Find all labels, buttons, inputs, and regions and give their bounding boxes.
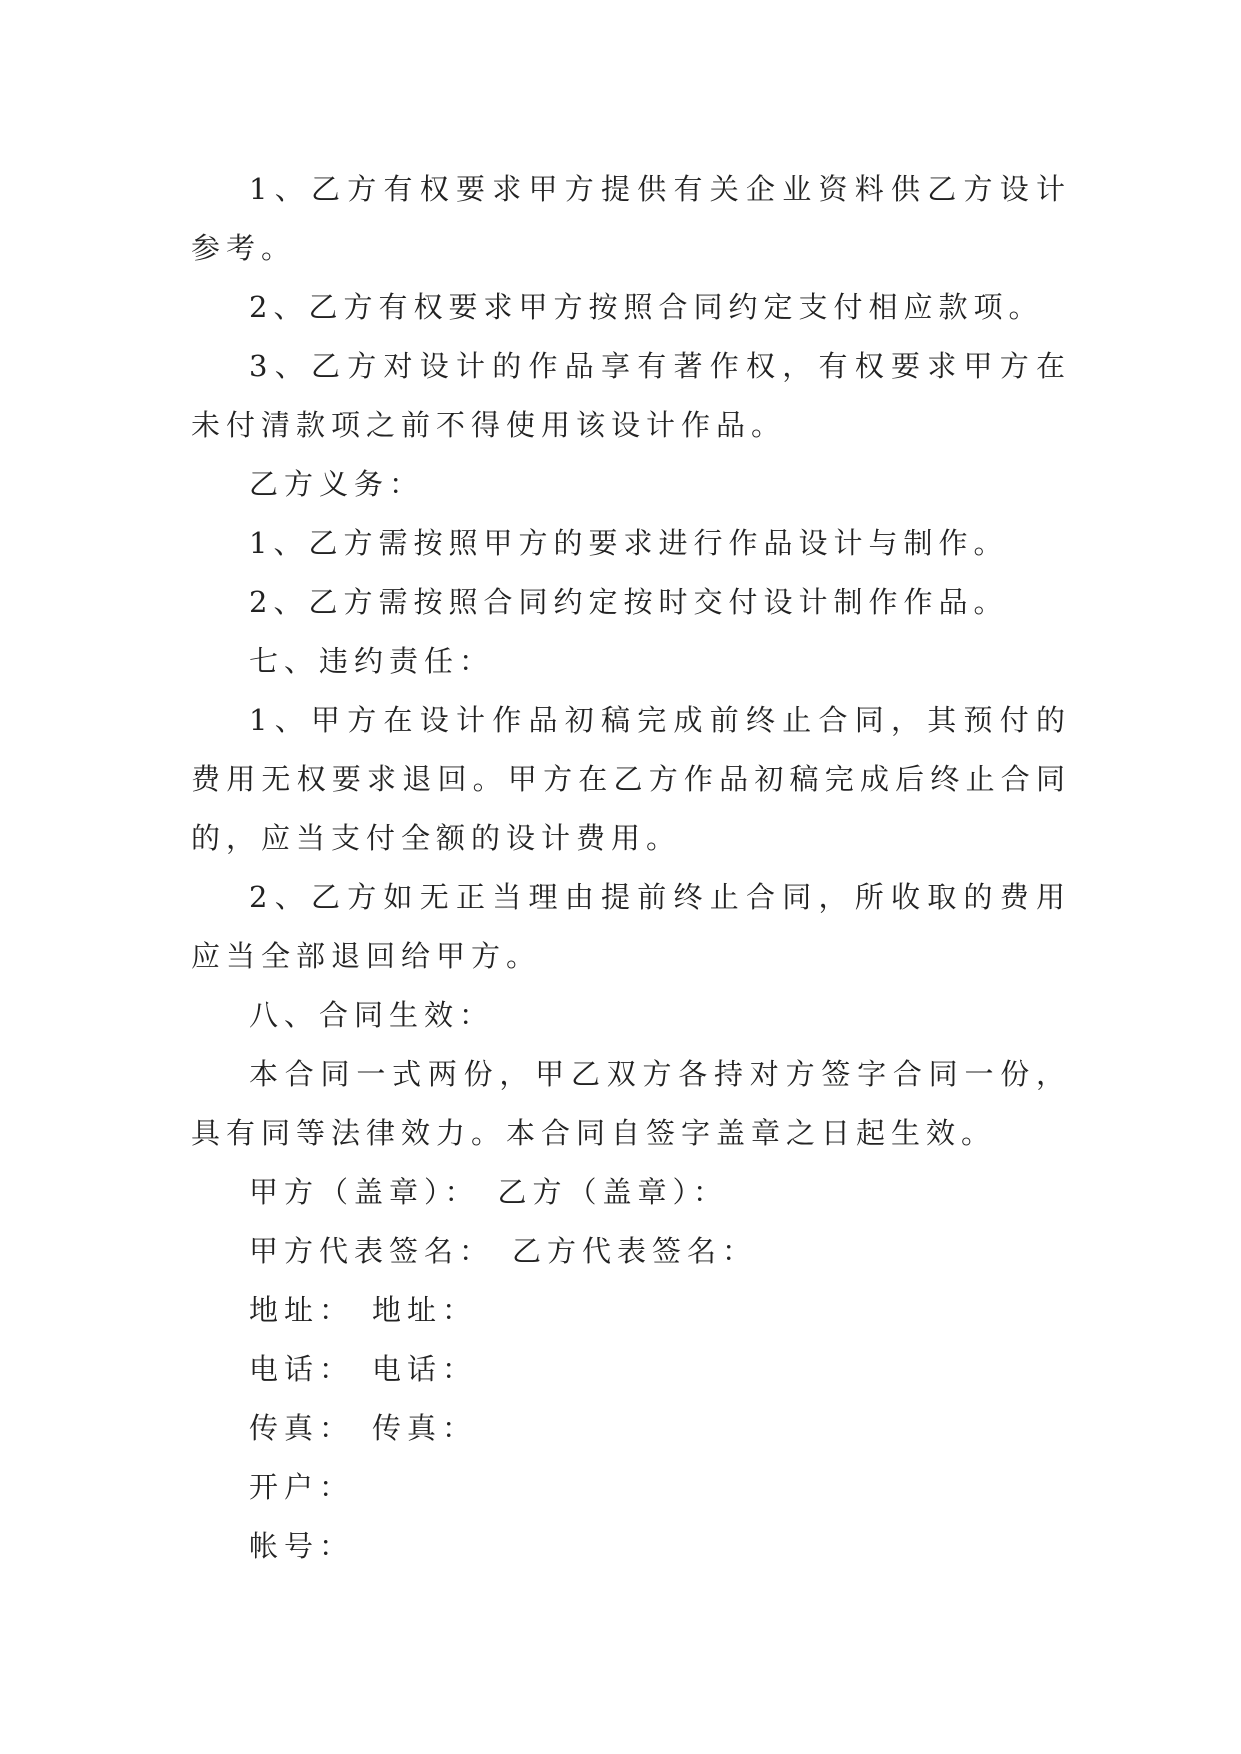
party-b-fax-label: 传真： xyxy=(372,1411,478,1445)
heading-b-obligations: 乙方义务： xyxy=(249,467,425,501)
paragraph-breach-1: 1、甲方在设计作品初稿完成前终止合同，其预付的费用无权要求退回。甲方在乙方作品初稿完成后终止合同的，应当支付全额的设计费用。 xyxy=(191,703,1071,855)
party-a-address-label: 地址： xyxy=(249,1293,355,1327)
party-b-address-label: 地址： xyxy=(372,1293,478,1327)
heading-effectiveness: 八、合同生效： xyxy=(249,998,495,1032)
signature-bank-line xyxy=(191,1458,1071,1517)
paragraph-effectiveness: 本合同一式两份，甲乙双方各持对方签字合同一份，具有同等法律效力。本合同自签字盖章之日起生效。 xyxy=(191,1057,1071,1150)
party-a-seal-label: 甲方（盖章）： xyxy=(249,1175,480,1209)
party-b-rep-label: 乙方代表签名： xyxy=(512,1234,758,1268)
account-label: 帐号： xyxy=(249,1529,355,1563)
signature-address-line xyxy=(191,1281,1071,1340)
signature-rep-line xyxy=(191,1222,1071,1281)
signature-fax-line xyxy=(191,1399,1071,1458)
paragraph-b-obligation-1: 1、乙方需按照甲方的要求进行作品设计与制作。 xyxy=(249,526,1009,560)
bank-label: 开户： xyxy=(249,1470,355,1504)
heading-breach-liability: 七、违约责任： xyxy=(249,644,495,678)
contract-body xyxy=(191,160,1071,1576)
paragraph-b-right-2: 2、乙方有权要求甲方按照合同约定支付相应款项。 xyxy=(249,290,1044,324)
party-b-seal-label: 乙方（盖章）： xyxy=(497,1175,729,1209)
party-a-phone-label: 电话： xyxy=(249,1352,355,1386)
signature-seal-line xyxy=(191,1163,1071,1222)
paragraph-breach-2: 2、乙方如无正当理由提前终止合同，所收取的费用应当全部退回给甲方。 xyxy=(191,880,1071,973)
paragraph-b-right-1: 1、乙方有权要求甲方提供有关企业资料供乙方设计参考。 xyxy=(191,172,1071,265)
party-b-phone-label: 电话： xyxy=(372,1352,478,1386)
paragraph-b-right-3: 3、乙方对设计的作品享有著作权，有权要求甲方在未付清款项之前不得使用该设计作品。 xyxy=(191,349,1071,442)
paragraph-b-obligation-2: 2、乙方需按照合同约定按时交付设计制作作品。 xyxy=(249,585,1009,619)
signature-phone-line xyxy=(191,1340,1071,1399)
signature-account-line xyxy=(191,1517,1071,1576)
party-a-fax-label: 传真： xyxy=(249,1411,355,1445)
party-a-rep-label: 甲方代表签名： xyxy=(249,1234,495,1268)
